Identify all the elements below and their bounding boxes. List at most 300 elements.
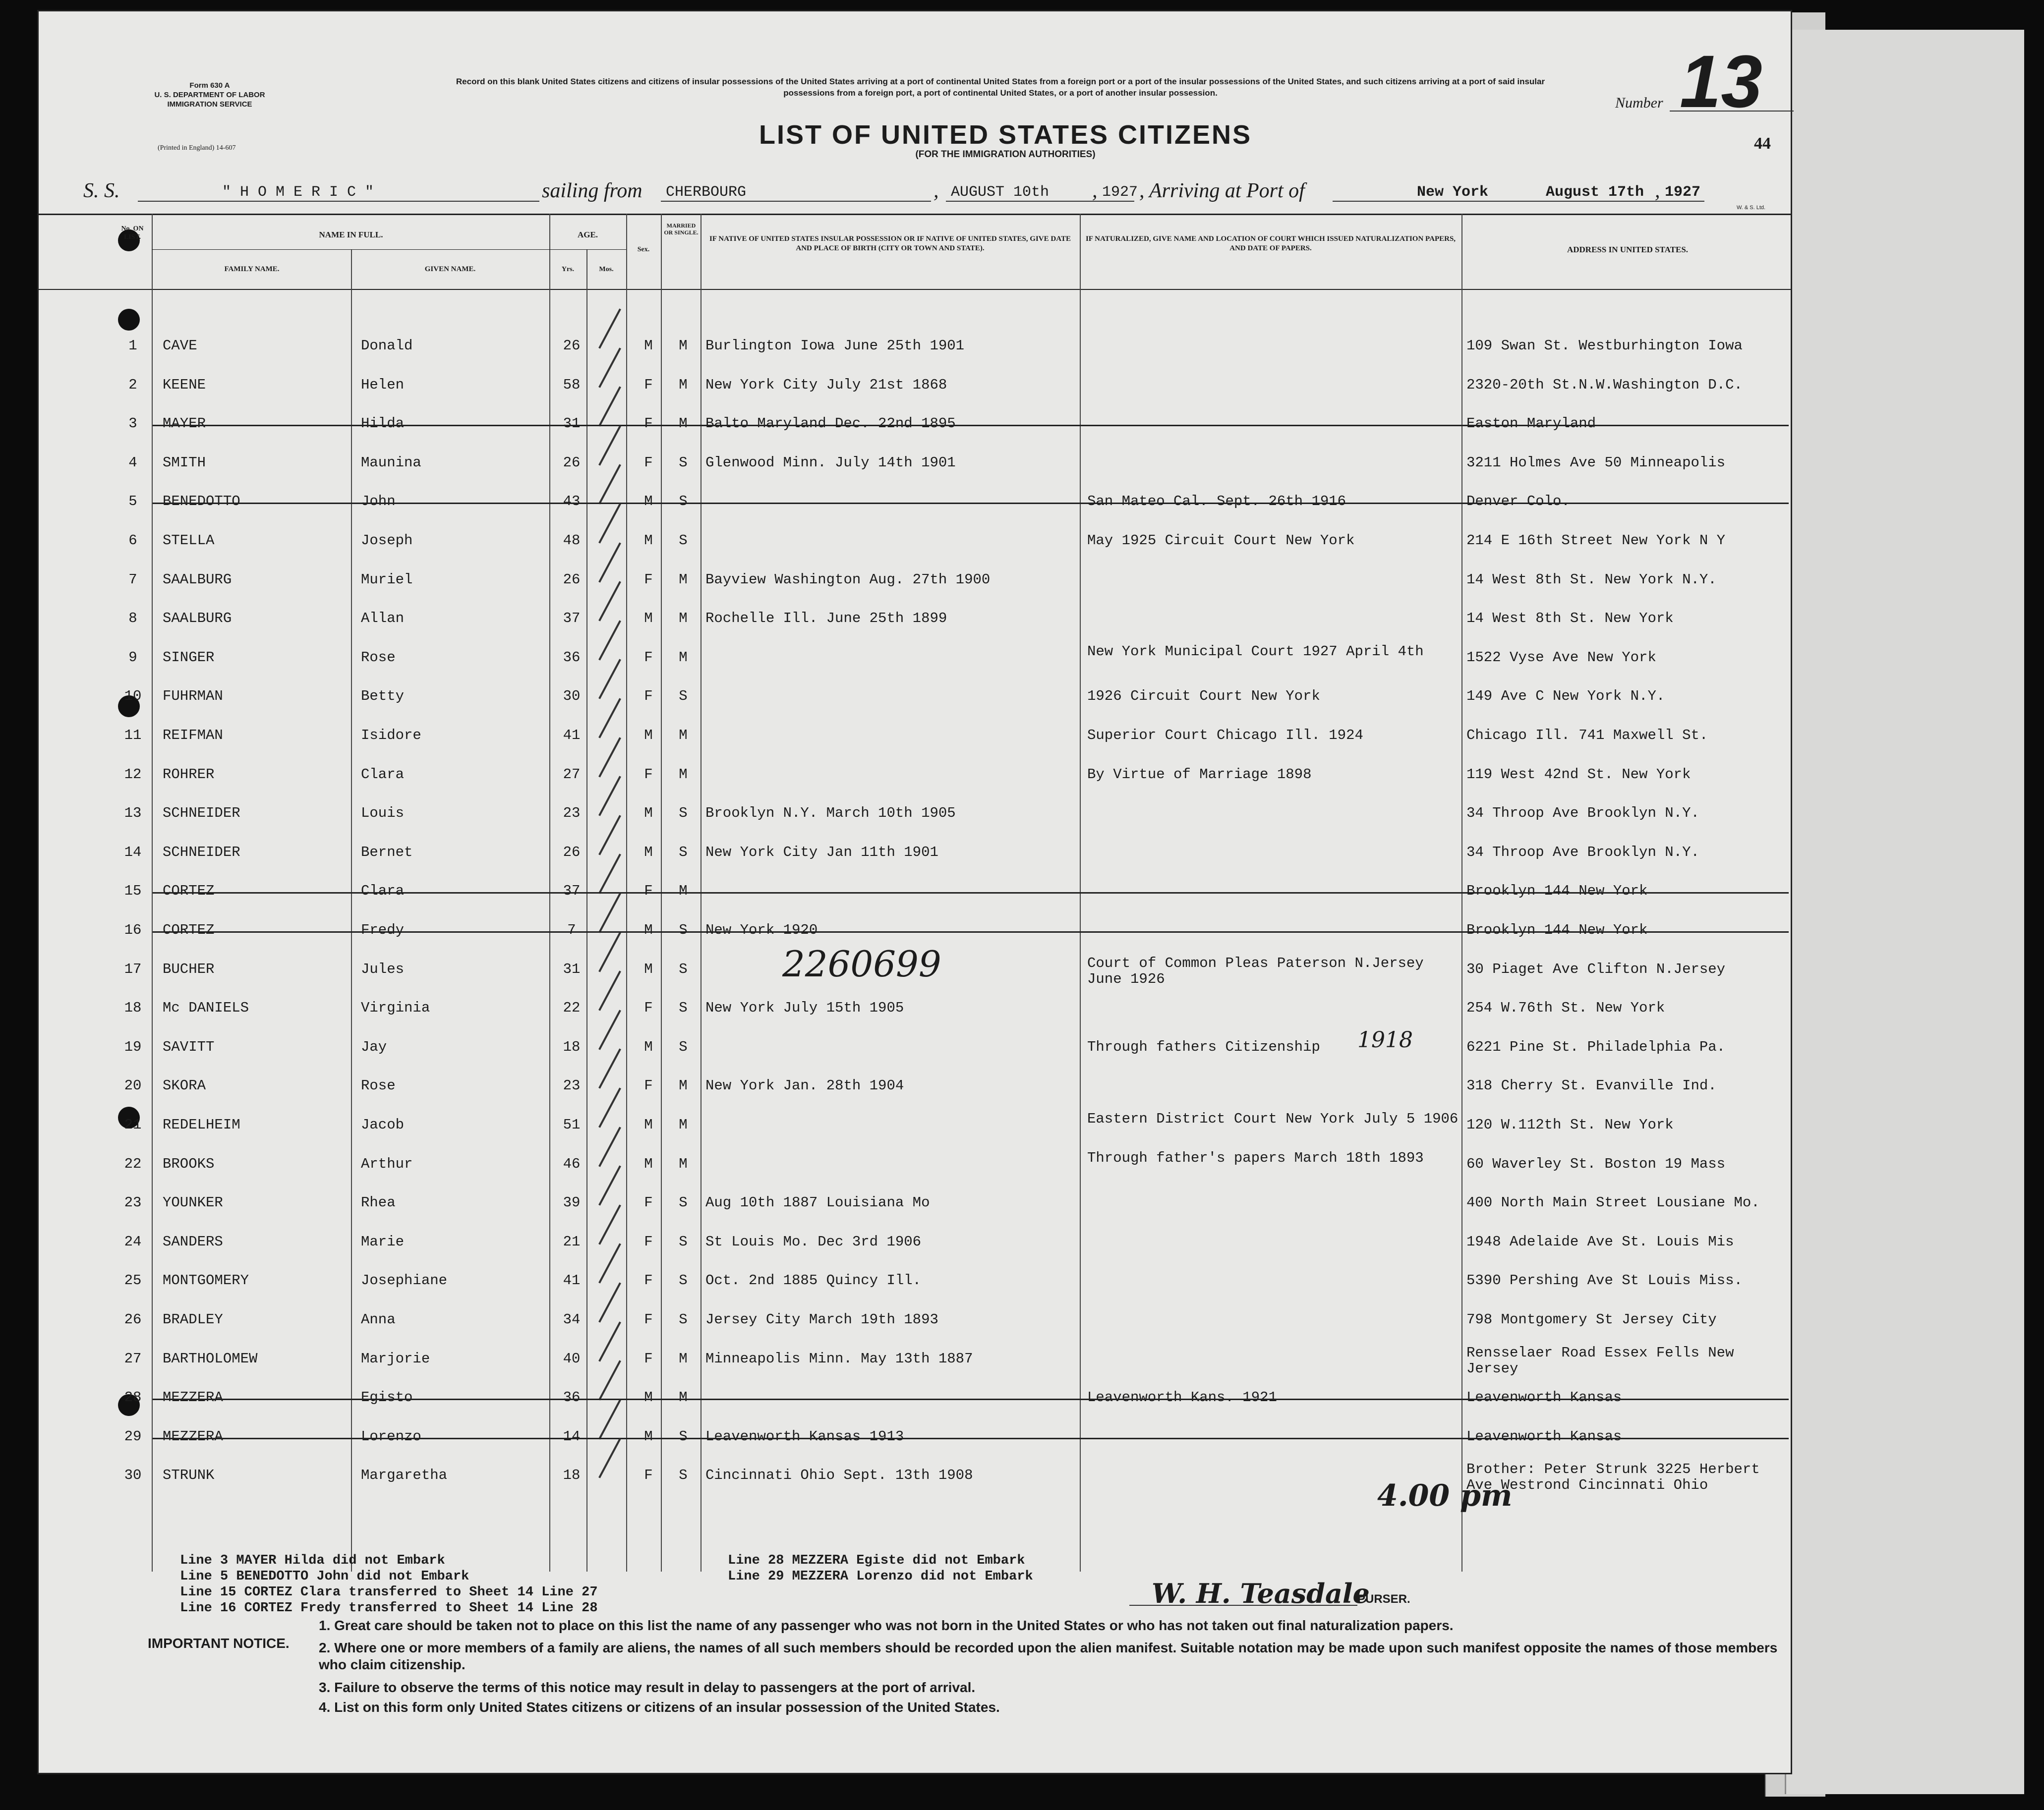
cell-no: 24 <box>124 1233 142 1250</box>
cell-birth: St Louis Mo. Dec 3rd 1906 <box>705 1233 922 1250</box>
cell-family: CORTEZ <box>163 883 215 900</box>
cell-family: CAVE <box>163 338 197 354</box>
cell-nat: New York Municipal Court 1927 April 4th <box>1087 643 1424 660</box>
subheader-rule <box>152 249 626 250</box>
cell-given: Marjorie <box>361 1350 430 1367</box>
cell-mar: M <box>679 1389 688 1406</box>
cell-family: STRUNK <box>163 1467 215 1484</box>
passenger-row <box>39 803 1791 841</box>
cell-yrs: 30 <box>563 688 581 705</box>
cell-sex: F <box>644 1233 653 1250</box>
cell-yrs: 26 <box>563 571 581 588</box>
passenger-row <box>39 643 1791 685</box>
cell-family: REIFMAN <box>163 727 223 743</box>
cell-addr: 30 Piaget Ave Clifton N.Jersey <box>1466 961 1726 977</box>
cell-yrs: 41 <box>563 1272 581 1289</box>
cell-yrs: 41 <box>563 727 581 743</box>
cell-sex: F <box>644 766 653 783</box>
cell-sex: F <box>644 454 653 471</box>
sailing-date: AUGUST 10th <box>951 184 1050 201</box>
cell-addr: Brooklyn 144 New York <box>1466 883 1648 900</box>
cell-birth: New York July 15th 1905 <box>705 1000 904 1017</box>
passenger-row <box>39 1193 1791 1231</box>
cell-given: Joseph <box>361 532 413 549</box>
cell-yrs: 26 <box>563 454 581 471</box>
cell-mar: M <box>679 1350 688 1367</box>
passenger-row <box>39 1310 1791 1348</box>
cell-given: Hilda <box>361 415 405 432</box>
passenger-row <box>39 765 1791 802</box>
cell-yrs: 46 <box>563 1155 581 1172</box>
cell-sex: F <box>644 1272 653 1289</box>
cell-mar: S <box>679 1000 688 1017</box>
cell-no: 17 <box>124 961 142 977</box>
cell-mar: M <box>679 1155 688 1172</box>
cell-addr: 1948 Adelaide Ave St. Louis Mis <box>1466 1233 1734 1250</box>
cell-no: 28 <box>124 1389 142 1406</box>
cell-addr: 34 Throop Ave Brooklyn N.Y. <box>1466 805 1699 822</box>
cell-sex: M <box>644 844 653 860</box>
cell-sex: F <box>644 649 653 666</box>
cell-no: 2 <box>128 376 137 393</box>
cell-birth: Minneapolis Minn. May 13th 1887 <box>705 1350 973 1367</box>
cell-no: 30 <box>124 1467 142 1484</box>
header-family: FAMILY NAME. <box>224 265 280 273</box>
department-name: U. S. DEPARTMENT OF LABOR <box>154 91 265 99</box>
cell-birth: New York City July 21st 1868 <box>705 376 947 393</box>
cell-given: Anna <box>361 1311 396 1328</box>
cell-sex: F <box>644 688 653 705</box>
cell-family: FUHRMAN <box>163 688 223 705</box>
cell-sex: F <box>644 1350 653 1367</box>
cell-sex: F <box>644 1467 653 1484</box>
cell-yrs: 37 <box>563 610 581 627</box>
passenger-row <box>39 336 1791 374</box>
cell-given: Maunina <box>361 454 421 471</box>
cell-given: Rose <box>361 1077 396 1094</box>
cell-family: BRADLEY <box>163 1311 223 1328</box>
cell-given: Clara <box>361 766 405 783</box>
header-bottom-rule <box>39 289 1791 290</box>
cell-mar: S <box>679 454 688 471</box>
service-name: IMMIGRATION SERVICE <box>167 100 252 109</box>
cell-given: Isidore <box>361 727 421 743</box>
cell-family: STELLA <box>163 532 215 549</box>
header-no: No. ON LIST. <box>121 225 144 241</box>
cell-given: Margaretha <box>361 1467 448 1484</box>
passenger-row <box>39 881 1791 919</box>
passenger-row <box>39 843 1791 880</box>
cell-sex: M <box>644 805 653 822</box>
cell-addr: Chicago Ill. 741 Maxwell St. <box>1466 727 1708 743</box>
cell-sex: M <box>644 338 653 354</box>
cell-given: Louis <box>361 805 405 822</box>
cell-addr: Rensselaer Road Essex Fells New Jersey <box>1466 1344 1734 1377</box>
cell-yrs: 26 <box>563 338 581 354</box>
form-number: Form 630 A <box>189 81 230 90</box>
cell-addr: 14 West 8th St. New York <box>1466 610 1674 627</box>
cell-no: 23 <box>124 1194 142 1211</box>
strike-line <box>153 1399 1789 1400</box>
cell-addr: Leavenworth Kansas <box>1466 1428 1622 1445</box>
cell-sex: M <box>644 961 653 977</box>
form-id <box>145 81 274 109</box>
cell-addr: Easton Maryland <box>1466 415 1596 432</box>
cell-mar: S <box>679 1467 688 1484</box>
cell-no: 19 <box>124 1038 142 1055</box>
cell-sex: F <box>644 1000 653 1017</box>
cell-addr: Denver Colo. <box>1466 493 1570 510</box>
cell-yrs: 7 <box>567 922 576 938</box>
cell-yrs: 34 <box>563 1311 581 1328</box>
cell-mar: S <box>679 1311 688 1328</box>
cell-sex: F <box>644 1194 653 1211</box>
cell-family: SCHNEIDER <box>163 844 240 860</box>
cell-yrs: 58 <box>563 376 581 393</box>
cell-given: Clara <box>361 883 405 900</box>
binding-hole <box>118 309 140 331</box>
cell-birth: Bayview Washington Aug. 27th 1900 <box>705 571 991 588</box>
cell-yrs: 18 <box>563 1467 581 1484</box>
check-mark <box>598 308 621 348</box>
cell-addr: 60 Waverley St. Boston 19 Mass <box>1466 1155 1726 1172</box>
cell-yrs: 37 <box>563 883 581 900</box>
header-naturalized: IF NATURALIZED, GIVE NAME AND LOCATION OF COURT WHICH ISSUED NATURALIZATION PAPERS, AND DATE OF PAPERS. <box>1085 235 1456 252</box>
passenger-row <box>39 998 1791 1036</box>
cell-mar: S <box>679 805 688 822</box>
passenger-row <box>39 726 1791 763</box>
cell-birth: New York Jan. 28th 1904 <box>705 1077 904 1094</box>
cell-yrs: 40 <box>563 1350 581 1367</box>
manifest-sheet: Form 630 A U. S. DEPARTMENT OF LABOR IMMIGRATION SERVICE (Printed in England) 14-607 Record on this blank United States citizens and citizens of insular possessions of the United States arriving at a port of continental United States from a foreign port or a port of the insular possessions of the United States, and such citizens arriving at a port of said insular possessions from a foreign port, a port of continental United States, or a port of another insular possession. LIST OF UNITED STATES CITIZENS (FOR THE IMMIGRATION AUTHORITIES) Number 13 44 S. S. " H O M E R I C " sailing from CHERBOURG , AUGUST 10th , 1927 , Arriving at Port of New York August 17th , 1927 W. & S. Ltd. No. ON LIST. NAME IN FULL. FAMILY NAME. GIVEN NAME. AGE. Yrs. Mos. Sex. MARRIED OR SINGLE. IF NATIVE OF UNITED STATES INSULAR POSSESSION OR IF NATIVE OF UNITED STATES, GIVE DATE AND PLACE OF BIRTH (CITY OR TOWN AND STATE). IF NATURALIZED, GIVE NAME AND LOCATION OF COURT WHICH ISSUED NATURALIZATION PAPERS, AND DATE OF PAPERS. ADDRESS IN UNITED STATES. 1 CAVE Donald 26 M M Burlington Iowa June 25th 1901 109 Swan St. Westburhington Iowa 2 KEENE Helen 58 F M New York City July 21st 1868 2320-20th St.N.W.Washington D.C. 3 MAYER Hilda 31 F M Balto Maryland Dec. 22nd 1895 Easton Maryland 4 SMITH Maunina 26 F S Glenwood Minn. July 14th 1901 3211 Holmes Ave 50 Minneapolis 5 BENEDOTTO John 43 M S San Mateo Cal. Sept. 26th 1916 Denver Colo. 6 STELLA Joseph 48 M S May 1925 Circuit Court New York 214 E 16th Street New York N Y 7 SAALBURG Muriel 26 F M Bayview Washington Aug. 27th 1900 14 West 8th St. New York N.Y. 8 SAALBURG Allan 37 M M Rochelle Ill. June 25th 1899 14 West 8th St. New York 9 SINGER Rose 36 F M New York Municipal Court 1927 April 4th 1522 Vyse Ave New York 10 FUHRMAN Betty 30 F S 1926 Circuit Court New York 149 Ave C New York N.Y. 11 REIFMAN Isidore 41 M M Superior Court Chicago Ill. 1924 Chicago Ill. 741 Maxwell St. 12 ROHRER Clara 27 F M By Virtue of Marriage 1898 119 West 42nd St. New York 13 SCHNEIDER Louis 23 M S Brooklyn N.Y. March 10th 1905 34 Throop Ave Brooklyn N.Y. 14 SCHNEIDER Bernet 26 M S New York City Jan 11th 1901 34 Throop Ave Brooklyn N.Y. 15 CORTEZ Clara 37 F M Brooklyn 144 New York 16 CORTEZ Fredy 7 M S New York 1920 Brooklyn 144 New York 17 BUCHER Jules 31 M S Court of Common Pleas Paterson N.Jersey June 1926 30 Piaget Ave Clifton N.Jersey 18 Mc DANIELS Virginia 22 F S New York July 15th 1905 254 W.76th St. New York 19 SAVITT Jay 18 M S Through fathers Citizenship 6221 Pine St. Philadelphia Pa. 20 SKORA Rose 23 F M New York Jan. 28th 1904 318 Cherry St. Evanville Ind. 21 REDELHEIM Jacob 51 M M Eastern District Court New York July 5 1906 120 W.112th St. New York 22 BROOKS Arthur 46 M M Through father's papers March 18th 1893 60 Waverley St. Boston 19 Mass 23 YOUNKER Rhea 39 F S Aug 10th 1887 Louisiana Mo 400 North Main Street Lousiane Mo. 24 SANDERS Marie 21 F S St Louis Mo. Dec 3rd 1906 1948 Adelaide Ave St. Louis Mis 25 MONTGOMERY Josephiane 41 F S Oct. 2nd 1885 Quincy Ill. 5390 Pershing Ave St Louis Miss. 26 BRADLEY Anna 34 F S Jersey City March 19th 1893 798 Montgomery St Jersey City 27 BARTHOLOMEW Marjorie 40 F M Minneapolis Minn. May 13th 1887 Rensselaer Road Essex Fells New Jersey 28 MEZZERA Egisto 36 M M Leavenworth Kans. 1921 Leavenworth Kansas 29 MEZZERA Lorenzo 14 M S Leavenworth Kansas 1913 Leavenworth Kansas 30 STRUNK Margaretha 18 F S Cincinnati Ohio Sept. 13th 1908 Brother: Peter Strunk 3225 Herbert Ave Westrond Cincinnati Ohio 2260699 1918 4.00 pm Line 3 MAYER Hilda did not Embark Line 5 BENEDOTTO John did not Embark Line 15 CORTEZ Clara transferred to Sheet 14 Line 27 Line 16 CORTEZ Fredy transferred to Sheet 14 Line 28 Line 28 MEZZERA Egiste did not Embark Line 29 MEZZERA Lorenzo did not Embark W. H. Teasdale PURSER. IMPORTANT NOTICE. 1. Great care should be taken not to place on this list the name of any passenger who was not born in the United States or who has not taken out final naturalization papers. 2. Where one or more members of a family are aliens, the names of all such members should be recorded upon the alien manifest. Suitable notation may be made upon such manifest opposite the names of those members who claim citizenship. 3. Failure to observe the terms of this notice may result in delay to passengers at the port of arrival. 4. List on this form only United States citizens or citizens of an insular possession of the United States. <box>37 10 1792 1774</box>
passenger-row <box>39 1271 1791 1308</box>
arrival-date: August 17th <box>1546 184 1644 201</box>
cell-given: Muriel <box>361 571 413 588</box>
cell-addr: 3211 Holmes Ave 50 Minneapolis <box>1466 454 1726 471</box>
cell-mar: S <box>679 532 688 549</box>
number-label: Number <box>1615 95 1663 111</box>
cell-addr: 149 Ave C New York N.Y. <box>1466 688 1665 705</box>
cell-no: 5 <box>128 493 137 510</box>
cell-no: 14 <box>124 844 142 860</box>
header-given: GIVEN NAME. <box>424 265 476 273</box>
cell-addr: 400 North Main Street Lousiane Mo. <box>1466 1194 1760 1211</box>
passenger-row <box>39 1344 1791 1387</box>
strike-line <box>153 1438 1789 1439</box>
cell-sex: F <box>644 1077 653 1094</box>
cell-sex: M <box>644 1038 653 1055</box>
cell-addr: Brooklyn 144 New York <box>1466 922 1648 938</box>
cell-mar: S <box>679 688 688 705</box>
cell-yrs: 18 <box>563 1038 581 1055</box>
cell-family: CORTEZ <box>163 922 215 938</box>
passenger-row <box>39 492 1791 529</box>
cell-no: 26 <box>124 1311 142 1328</box>
cell-mar: M <box>679 727 688 743</box>
cell-mar: S <box>679 961 688 977</box>
passenger-row <box>39 1149 1791 1192</box>
header-yrs: Yrs. <box>561 266 575 273</box>
cell-mar: S <box>679 493 688 510</box>
cell-no: 12 <box>124 766 142 783</box>
date-underline <box>946 201 1134 202</box>
adjacent-page <box>1785 30 2024 1794</box>
cell-mar: M <box>679 883 688 900</box>
cell-family: YOUNKER <box>163 1194 223 1211</box>
cell-sex: M <box>644 1117 653 1133</box>
cell-family: SAALBURG <box>163 571 232 588</box>
cell-mar: S <box>679 844 688 860</box>
cell-yrs: 14 <box>563 1428 581 1445</box>
cell-yrs: 43 <box>563 493 581 510</box>
cell-yrs: 23 <box>563 805 581 822</box>
cell-sex: M <box>644 922 653 938</box>
cell-addr: 6221 Pine St. Philadelphia Pa. <box>1466 1038 1726 1055</box>
ss-label: S. S. <box>83 179 120 202</box>
cell-mar: S <box>679 922 688 938</box>
cell-birth: Leavenworth Kansas 1913 <box>705 1428 904 1445</box>
cell-yrs: 36 <box>563 649 581 666</box>
cell-mar: S <box>679 1038 688 1055</box>
cell-sex: M <box>644 1428 653 1445</box>
cell-yrs: 36 <box>563 1389 581 1406</box>
cell-addr: 34 Throop Ave Brooklyn N.Y. <box>1466 844 1699 860</box>
passenger-row <box>39 1037 1791 1075</box>
cell-nat: May 1925 Circuit Court New York <box>1087 532 1355 549</box>
cell-mar: M <box>679 766 688 783</box>
cell-given: Josephiane <box>361 1272 448 1289</box>
header-age: AGE. <box>577 230 598 239</box>
cell-no: 16 <box>124 922 142 938</box>
cell-no: 22 <box>124 1155 142 1172</box>
cell-sex: M <box>644 1155 653 1172</box>
cell-given: Virginia <box>361 1000 430 1017</box>
passenger-row <box>39 453 1791 491</box>
strike-line <box>153 931 1789 933</box>
cell-mar: S <box>679 1272 688 1289</box>
cell-given: Donald <box>361 338 413 354</box>
cell-family: SMITH <box>163 454 206 471</box>
cell-mar: M <box>679 1117 688 1133</box>
cell-nat: Eastern District Court New York July 5 1906 <box>1087 1111 1459 1127</box>
header-birth: IF NATIVE OF UNITED STATES INSULAR POSSESSION OR IF NATIVE OF UNITED STATES, GIVE DATE AND PLACE OF BIRTH (CITY OR TOWN AND STATE). <box>709 235 1071 252</box>
cell-family: KEENE <box>163 376 206 393</box>
ship-name: " H O M E R I C " <box>222 184 374 201</box>
cell-no: 21 <box>124 1117 142 1133</box>
cell-yrs: 23 <box>563 1077 581 1094</box>
cell-family: SAALBURG <box>163 610 232 627</box>
strike-line <box>153 425 1789 426</box>
cell-family: Mc DANIELS <box>163 1000 249 1017</box>
handwritten-cert-number: 2260699 <box>782 943 941 985</box>
cell-given: John <box>361 493 396 510</box>
cell-yrs: 26 <box>563 844 581 860</box>
notice-item: 2. Where one or more members of a family are aliens, the names of all such members should be recorded upon the alien manifest. Suitable notation may be made upon such manifest opposite the names of those members who claim citizenship. <box>319 1640 1778 1672</box>
cell-sex: M <box>644 493 653 510</box>
printer-mark: W. & S. Ltd. <box>1737 205 1766 211</box>
cell-sex: F <box>644 376 653 393</box>
cell-given: Bernet <box>361 844 413 860</box>
cell-given: Jay <box>361 1038 387 1055</box>
cell-sex: M <box>644 610 653 627</box>
cell-yrs: 31 <box>563 415 581 432</box>
cell-addr: 109 Swan St. Westburhington Iowa <box>1466 338 1743 354</box>
cell-family: SAVITT <box>163 1038 215 1055</box>
passenger-row <box>39 1111 1791 1153</box>
sailing-port: CHERBOURG <box>666 184 747 201</box>
cell-yrs: 39 <box>563 1194 581 1211</box>
header-address: ADDRESS IN UNITED STATES. <box>1567 245 1689 254</box>
sheet-number: 13 <box>1680 40 1762 123</box>
cell-nat: 1926 Circuit Court New York <box>1087 688 1320 705</box>
cell-given: Allan <box>361 610 405 627</box>
page-number: 44 <box>1754 134 1771 153</box>
cell-family: SCHNEIDER <box>163 805 240 822</box>
cell-no: 1 <box>128 338 137 354</box>
port-underline <box>661 201 931 202</box>
passenger-row <box>39 375 1791 413</box>
notes-right: Line 28 MEZZERA Egiste did not Embark Line 29 MEZZERA Lorenzo did not Embark <box>728 1553 1033 1584</box>
arrival-year: 1927 <box>1665 184 1701 201</box>
cell-given: Egisto <box>361 1389 413 1406</box>
cell-addr: 120 W.112th St. New York <box>1466 1117 1674 1133</box>
purser-label: PURSER. <box>1357 1592 1410 1606</box>
page-subtitle: (FOR THE IMMIGRATION AUTHORITIES) <box>915 149 1096 160</box>
cell-family: MONTGOMERY <box>163 1272 249 1289</box>
cell-birth: Burlington Iowa June 25th 1901 <box>705 338 965 354</box>
passenger-row <box>39 531 1791 568</box>
sailing-year: 1927 <box>1102 184 1138 201</box>
cell-addr: 5390 Pershing Ave St Louis Miss. <box>1466 1272 1743 1289</box>
arrival-underline <box>1333 201 1704 202</box>
cell-family: REDELHEIM <box>163 1117 240 1133</box>
cell-family: SINGER <box>163 649 215 666</box>
cell-birth: New York City Jan 11th 1901 <box>705 844 938 860</box>
purser-signature: W. H. Teasdale <box>1152 1578 1370 1609</box>
cell-birth: Brooklyn N.Y. March 10th 1905 <box>705 805 956 822</box>
cell-given: Betty <box>361 688 405 705</box>
cell-birth: Rochelle Ill. June 25th 1899 <box>705 610 947 627</box>
passenger-row <box>39 570 1791 608</box>
cell-given: Fredy <box>361 922 405 938</box>
cell-no: 3 <box>128 415 137 432</box>
notice-item: 3. Failure to observe the terms of this notice may result in delay to passengers at the port of arrival. <box>319 1680 976 1695</box>
cell-given: Rose <box>361 649 396 666</box>
cell-addr: 798 Montgomery St Jersey City <box>1466 1311 1717 1328</box>
cell-mar: M <box>679 610 688 627</box>
cell-no: 15 <box>124 883 142 900</box>
printed-note: (Printed in England) 14-607 <box>158 144 236 152</box>
header-name: NAME IN FULL. <box>319 230 383 239</box>
cell-addr: 1522 Vyse Ave New York <box>1466 649 1656 666</box>
header-top-rule <box>39 214 1791 215</box>
cell-mar: M <box>679 1077 688 1094</box>
notes-left: Line 3 MAYER Hilda did not Embark Line 5 BENEDOTTO John did not Embark Line 15 CORTEZ Clara transferred to Sheet 14 Line 27 Line 16 CORTEZ Fredy transferred to Sheet 14 Line 28 <box>180 1553 598 1616</box>
notice-item: 4. List on this form only United States citizens or citizens of an insular possession of the United States. <box>319 1699 1000 1715</box>
cell-family: MAYER <box>163 415 206 432</box>
cell-nat: Superior Court Chicago Ill. 1924 <box>1087 727 1363 743</box>
passenger-row <box>39 1427 1791 1465</box>
cell-addr: Brother: Peter Strunk 3225 Herbert Ave Westrond Cincinnati Ohio <box>1466 1461 1760 1494</box>
cell-no: 25 <box>124 1272 142 1289</box>
cell-nat: San Mateo Cal. Sept. 26th 1916 <box>1087 493 1346 510</box>
arrival-port: New York <box>1417 184 1489 201</box>
cell-no: 8 <box>128 610 137 627</box>
cell-birth: Glenwood Minn. July 14th 1901 <box>705 454 956 471</box>
cell-addr: 254 W.76th St. New York <box>1466 1000 1665 1017</box>
cell-no: 10 <box>124 688 142 705</box>
cell-yrs: 21 <box>563 1233 581 1250</box>
cell-family: BENEDOTTO <box>163 493 240 510</box>
cell-addr: 214 E 16th Street New York N Y <box>1466 532 1726 549</box>
cell-no: 27 <box>124 1350 142 1367</box>
cell-mar: M <box>679 376 688 393</box>
cell-family: SANDERS <box>163 1233 223 1250</box>
cell-mar: S <box>679 1233 688 1250</box>
ship-underline <box>138 201 539 202</box>
cell-nat: Through father's papers March 18th 1893 <box>1087 1149 1424 1166</box>
cell-addr: 318 Cherry St. Evanville Ind. <box>1466 1077 1717 1094</box>
cell-no: 9 <box>128 649 137 666</box>
cell-given: Helen <box>361 376 405 393</box>
cell-sex: M <box>644 532 653 549</box>
passenger-row <box>39 1388 1791 1425</box>
passenger-row <box>39 1076 1791 1114</box>
cell-given: Jacob <box>361 1117 405 1133</box>
cell-mar: M <box>679 571 688 588</box>
cell-sex: F <box>644 1311 653 1328</box>
cell-birth: Cincinnati Ohio Sept. 13th 1908 <box>705 1467 973 1484</box>
cell-given: Lorenzo <box>361 1428 421 1445</box>
cell-no: 20 <box>124 1077 142 1094</box>
cell-family: ROHRER <box>163 766 215 783</box>
notice-heading: IMPORTANT NOTICE. <box>148 1636 290 1651</box>
cell-yrs: 22 <box>563 1000 581 1017</box>
passenger-row <box>39 1232 1791 1270</box>
cell-mar: S <box>679 1194 688 1211</box>
header-mos: Mos. <box>599 266 614 273</box>
record-instructions: Record on this blank United States citizens and citizens of insular possessions of the United States arriving at a port of continental United States from a foreign port or a port of the insular possessions of the United States, and such citizens arriving at a port of said insular possessions from a foreign port, a port of continental United States, or a port of another insular possession. <box>456 77 1545 98</box>
cell-sex: F <box>644 883 653 900</box>
cell-yrs: 51 <box>563 1117 581 1133</box>
cell-addr: 14 West 8th St. New York N.Y. <box>1466 571 1717 588</box>
cell-mar: M <box>679 415 688 432</box>
cell-no: 4 <box>128 454 137 471</box>
header-married: MARRIED OR SINGLE. <box>664 222 699 236</box>
cell-sex: M <box>644 727 653 743</box>
passenger-row <box>39 1461 1791 1503</box>
cell-no: 18 <box>124 1000 142 1017</box>
purser-underline <box>1129 1605 1357 1606</box>
header-sex: Sex. <box>637 246 650 253</box>
cell-mar: S <box>679 1428 688 1445</box>
cell-yrs: 27 <box>563 766 581 783</box>
cell-addr: 2320-20th St.N.W.Washington D.C. <box>1466 376 1743 393</box>
cell-nat: Leavenworth Kans. 1921 <box>1087 1389 1277 1406</box>
cell-birth: Jersey City March 19th 1893 <box>705 1311 938 1328</box>
strike-line <box>153 892 1789 894</box>
cell-addr: 119 West 42nd St. New York <box>1466 766 1691 783</box>
cell-yrs: 31 <box>563 961 581 977</box>
cell-no: 7 <box>128 571 137 588</box>
cell-sex: F <box>644 415 653 432</box>
cell-nat: Through fathers Citizenship <box>1087 1038 1320 1055</box>
cell-no: 11 <box>124 727 142 743</box>
cell-birth: Oct. 2nd 1885 Quincy Ill. <box>705 1272 922 1289</box>
cell-family: BARTHOLOMEW <box>163 1350 258 1367</box>
notice-item: 1. Great care should be taken not to place on this list the name of any passenger who was not born in the United States or who has not taken out final naturalization papers. <box>319 1618 1454 1633</box>
cell-birth: Aug 10th 1887 Louisiana Mo <box>705 1194 930 1211</box>
